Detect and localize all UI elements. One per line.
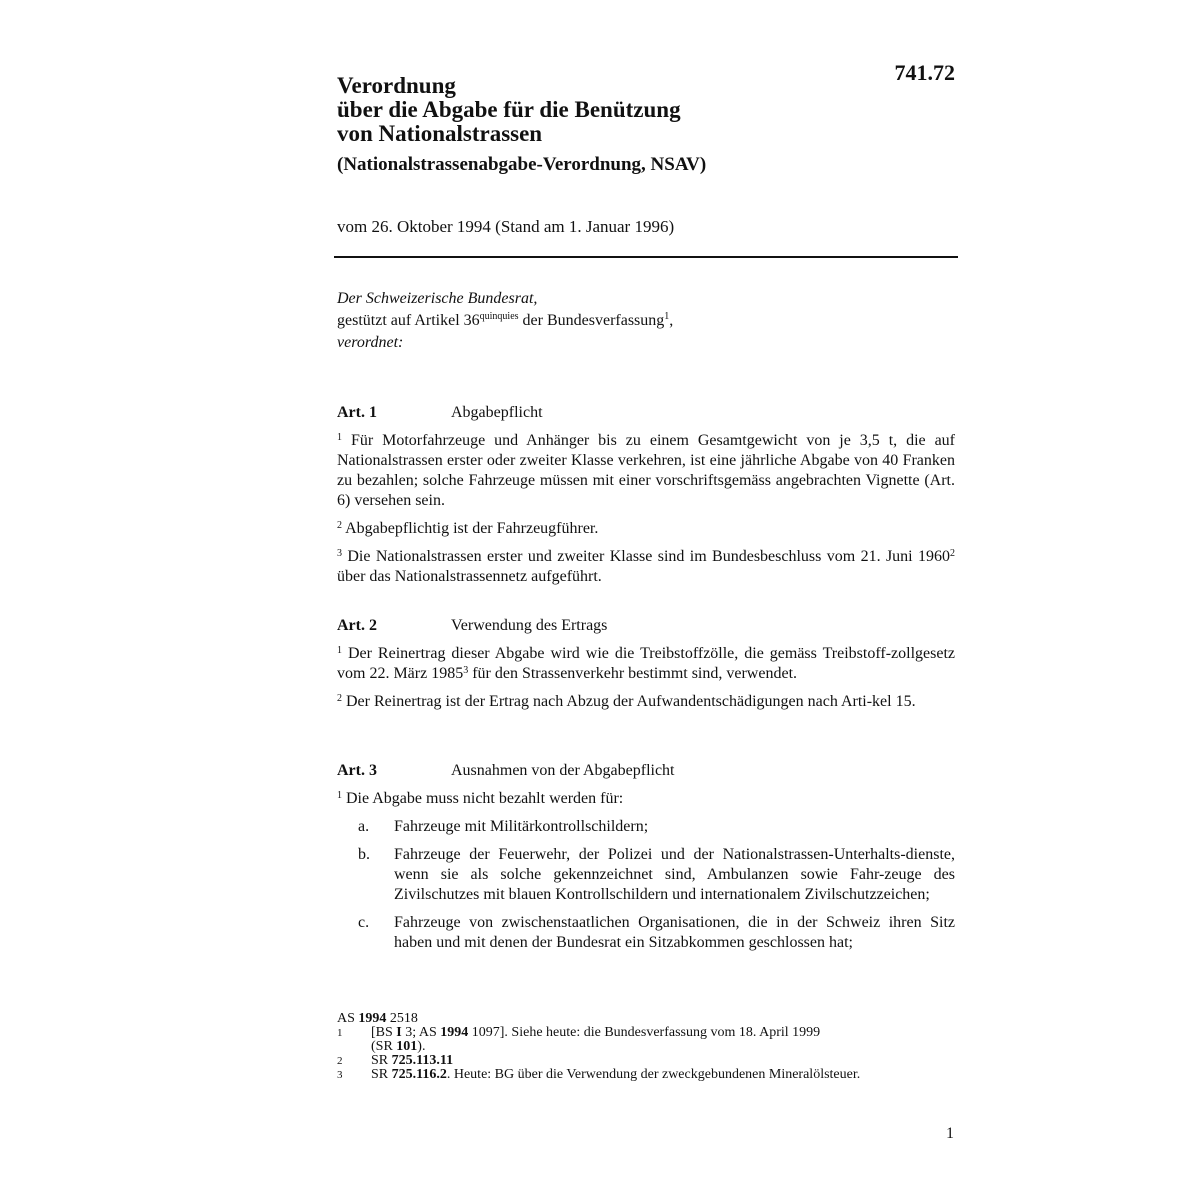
- preamble: [337, 288, 957, 354]
- article-3-title: Ausnahmen von der Abgabepflicht: [451, 762, 675, 779]
- paragraph-text: Abgabepflichtig ist der Fahrzeugführer.: [342, 520, 599, 537]
- article-1-paragraph-2: [337, 519, 955, 539]
- article-2-paragraph-1: [337, 644, 955, 684]
- article-1: [337, 403, 955, 587]
- horizontal-rule: [334, 256, 958, 258]
- article-3: [337, 761, 955, 953]
- as-prefix: AS: [337, 1011, 359, 1026]
- fn-bold: 725.113.11: [391, 1053, 454, 1068]
- paragraph-text: Der Reinertrag ist der Ertrag nach Abzug der Aufwandentschädigungen nach Arti-kel 15.: [342, 693, 916, 710]
- fn-bold: 101: [396, 1039, 418, 1054]
- fn-part: 3; AS: [401, 1025, 441, 1040]
- basis-end: ,: [669, 312, 674, 329]
- basis-text-post: der Bundesverfassung: [518, 312, 665, 329]
- list-label: a.: [358, 818, 370, 835]
- fn-part: . Heute: BG über die Verwendung der zweckgebundenen Mineralölsteuer.: [446, 1067, 861, 1082]
- footnote-2: [337, 1054, 957, 1068]
- basis-text: gestützt auf Artikel 36: [337, 312, 480, 329]
- fn-part: ).: [417, 1039, 426, 1054]
- article-3-heading: [337, 761, 955, 781]
- article-2-heading: [337, 616, 955, 636]
- article-1-paragraph-3: [337, 547, 955, 587]
- footnote-number: 1: [337, 1027, 343, 1039]
- paragraph-text: Der Reinertrag dieser Abgabe wird wie die Treibstoffzölle, die gemäss Treibstoff-zollgesetz vom 22. März 1985: [337, 645, 955, 682]
- footnote-number: 2: [337, 1055, 343, 1067]
- title-line-2: über die Abgabe für die Benützung: [337, 97, 681, 122]
- basis-superscript: quinquies: [479, 311, 519, 322]
- list-label: c.: [358, 914, 370, 931]
- article-1-paragraph-1: [337, 431, 955, 511]
- fn-bold: I: [396, 1025, 402, 1040]
- list-item-c: [337, 913, 955, 953]
- paragraph-number: 1: [337, 645, 342, 656]
- preamble-basis: [337, 310, 957, 332]
- paragraph-number: 1: [337, 432, 342, 443]
- paragraph-number: 1: [337, 790, 342, 801]
- article-2: [337, 616, 955, 712]
- footnote-ref-1[interactable]: 1: [664, 311, 670, 322]
- preamble-authority: Der Schweizerische Bundesrat,: [337, 290, 538, 307]
- subtitle: (Nationalstrassenabgabe-Verordnung, NSAV): [337, 154, 707, 175]
- title-line-1: Verordnung: [337, 73, 456, 98]
- list-text: Fahrzeuge der Feuerwehr, der Polizei und der Nationalstrassen-Unterhalts-dienste, wenn sie als solche gekennzeichnet sind, Ambulanzen sowie Fahr-zeuge des Zivilschutzes mit blauen Kontrollschildern und internationalem Zivilschutzzeichen;: [394, 846, 955, 903]
- fn-part: (SR: [371, 1039, 397, 1054]
- list-text: Fahrzeuge von zwischenstaatlichen Organisationen, die in der Schweiz ihren Sitz haben und mit denen der Bundesrat ein Sitzabkommen geschlossen hat;: [394, 914, 955, 951]
- fn-part: [BS: [371, 1025, 397, 1040]
- list-item-a: [337, 817, 955, 837]
- paragraph-text-end: für den Strassenverkehr bestimmt sind, verwendet.: [468, 665, 798, 682]
- sr-number: 741.72: [894, 60, 955, 85]
- date-line: vom 26. Oktober 1994 (Stand am 1. Januar 1996): [337, 217, 675, 236]
- paragraph-number: 3: [337, 548, 342, 559]
- article-3-paragraph-1: [337, 789, 955, 809]
- paragraph-text: Die Nationalstrassen erster und zweiter Klasse sind im Bundesbeschluss vom 21. Juni 1960: [342, 548, 950, 565]
- article-3-number: Art. 3: [337, 762, 377, 779]
- footnote-text: [371, 1026, 957, 1054]
- article-2-number: Art. 2: [337, 617, 377, 634]
- fn-part: SR: [371, 1053, 392, 1068]
- article-2-title: Verwendung des Ertrags: [451, 617, 608, 634]
- footnote-3: [337, 1068, 957, 1082]
- list-label: b.: [358, 846, 370, 863]
- paragraph-number: 2: [337, 693, 342, 704]
- footnotes: [337, 1012, 957, 1082]
- title-block: [337, 74, 957, 176]
- preamble-decree: verordnet:: [337, 334, 404, 351]
- title-line-3: von Nationalstrassen: [337, 121, 543, 146]
- article-1-heading: [337, 403, 955, 423]
- footnote-text: [371, 1054, 957, 1068]
- article-2-paragraph-2: [337, 692, 955, 712]
- paragraph-text: Die Abgabe muss nicht bezahlt werden für:: [342, 790, 624, 807]
- fn-part: 1097]. Siehe heute: die Bundesverfassung vom 18. April 1999: [468, 1025, 821, 1040]
- paragraph-text-end: über das Nationalstrassennetz aufgeführt.: [337, 568, 602, 585]
- list-item-b: [337, 845, 955, 905]
- footnote-number: 3: [337, 1069, 343, 1081]
- paragraph-number: 2: [337, 520, 342, 531]
- footnote-ref-3[interactable]: 3: [463, 665, 469, 676]
- footnote-ref-2[interactable]: 2: [950, 548, 955, 559]
- fn-bold: 1994: [440, 1025, 469, 1040]
- article-1-number: Art. 1: [337, 404, 377, 421]
- as-page: 2518: [386, 1011, 418, 1026]
- fn-bold: 725.116.2: [391, 1067, 447, 1082]
- paragraph-text: Für Motorfahrzeuge und Anhänger bis zu einem Gesamtgewicht von je 3,5 t, die auf Nationalstrassen erster oder zweiter Klasse verkehren, ist eine jährliche Abgabe von 40 Franken zu bezahlen; solche Fahrzeuge müssen mit einer vorschriftsgemäss angebrachten Vignette (Art. 6) versehen sein.: [337, 432, 955, 509]
- article-1-title: Abgabepflicht: [451, 404, 543, 421]
- fn-part: SR: [371, 1067, 392, 1082]
- list-text: Fahrzeuge mit Militärkontrollschildern;: [394, 818, 649, 835]
- footnote-1: [337, 1026, 957, 1054]
- as-year: 1994: [358, 1011, 387, 1026]
- page-number: 1: [946, 1125, 954, 1142]
- footnote-as: [337, 1012, 957, 1026]
- footnote-text: [371, 1068, 957, 1082]
